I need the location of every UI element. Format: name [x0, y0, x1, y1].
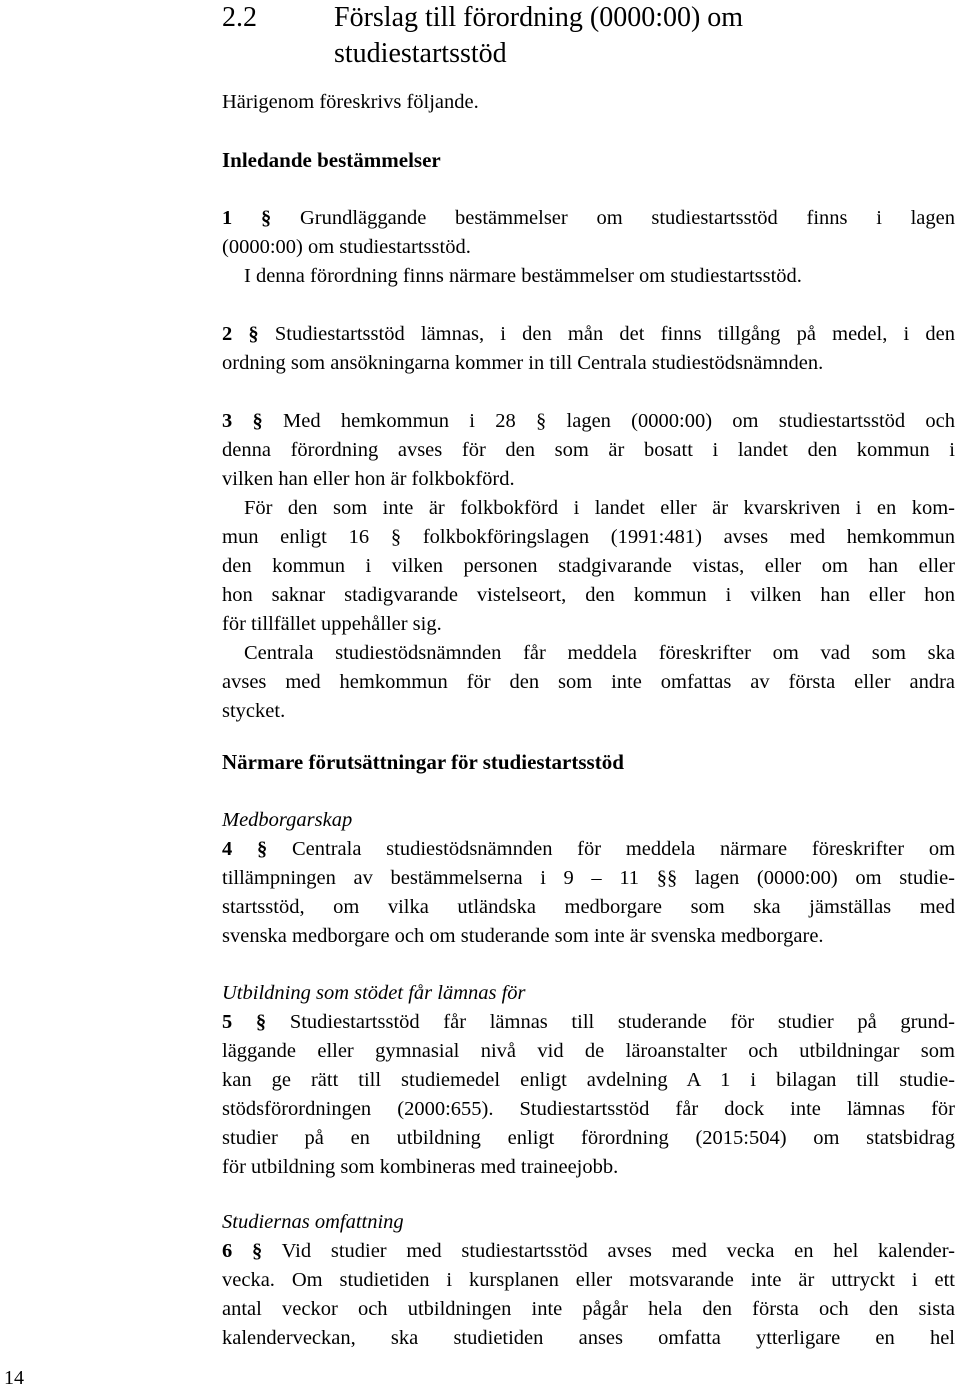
text-line: för tillfället uppehåller sig.	[222, 613, 442, 635]
text-line: vilken han eller hon är folkbokförd.	[222, 468, 515, 490]
text-line: svenska medborgare och om studerande som inte är svenska medborgare.	[222, 925, 824, 947]
paragraph-3-third	[222, 639, 955, 726]
paragraph-2	[222, 320, 955, 378]
heading-number: 2.2	[222, 2, 257, 33]
paragraph-3	[222, 407, 955, 494]
paragraph-3-second	[222, 494, 955, 639]
page-number: 14	[4, 1367, 24, 1389]
text-line: denna förordning avses för den som är bosatt i landet den kommun i	[222, 439, 955, 461]
paragraph-number: 3 §	[222, 410, 263, 432]
text-line: 1 § Grundläggande bestämmelser om studiestartsstöd finns i lagen	[222, 207, 956, 229]
text-line: (0000:00) om studiestartsstöd.	[222, 236, 471, 258]
text-line: ordning som ansökningarna kommer in till Centrala studiestödsnämnden.	[222, 352, 824, 374]
heading-title	[334, 0, 954, 72]
paragraph-1	[222, 204, 955, 262]
paragraph-number: 1 §	[222, 207, 272, 229]
paragraph-1-continued	[222, 262, 960, 291]
paragraph-number: 4 §	[222, 838, 268, 860]
text-line: stödsförordningen (2000:655). Studiestartsstöd får dock inte lämnas för	[222, 1098, 955, 1120]
subsection-title: Studiernas omfattning	[222, 1211, 404, 1233]
section-title: Närmare förutsättningar för studiestartsstöd	[222, 750, 624, 774]
subsection-title: Medborgarskap	[222, 809, 353, 831]
paragraph-number: 6 §	[222, 1240, 263, 1262]
subsection-title: Utbildning som stödet får lämnas för	[222, 982, 526, 1004]
text-line: startsstöd, om vilka utländska medborgare som ska jämställas med	[222, 896, 955, 918]
text-line: antal veckor och utbildningen inte pågår hela den första och den sista	[222, 1298, 955, 1320]
text-line: vecka. Om studietiden i kursplanen eller motsvarande inte är uttryckt i ett	[222, 1269, 955, 1291]
text-line: I denna förordning finns närmare bestämmelser om studiestartsstöd.	[244, 265, 802, 287]
text-line: 5 § Studiestartsstöd får lämnas till studerande för studier på grund-	[222, 1011, 955, 1033]
paragraph-4	[222, 835, 955, 951]
text-line: avses med hemkommun för den som inte omfattas av första eller andra	[222, 671, 955, 693]
paragraph-6	[222, 1237, 955, 1353]
text-line: tillämpningen av bestämmelserna i 9 – 11 §§ lagen (0000:00) om studie-	[222, 867, 955, 889]
text-line: mun enligt 16 § folkbokföringslagen (1991:481) avses med hemkommun	[222, 526, 955, 548]
text-line: För den som inte är folkbokförd i landet eller är kvarskriven i en kom-	[244, 497, 955, 519]
text-line: 2 § Studiestartsstöd lämnas, i den mån det finns tillgång på medel, i den	[222, 323, 956, 345]
section-title: Inledande bestämmelser	[222, 148, 441, 172]
paragraph-number: 2 §	[222, 323, 259, 345]
text-line: kalenderveckan, ska studietiden anses omfatta ytterligare en hel	[222, 1327, 955, 1349]
text-line: 3 § Med hemkommun i 28 § lagen (0000:00) om studiestartsstöd och	[222, 410, 956, 432]
text-line: den kommun i vilken personen stadgivarande vistas, eller om han eller	[222, 555, 955, 577]
intro-text: Härigenom föreskrivs följande.	[222, 91, 479, 113]
text-line: kan ge rätt till studiemedel enligt avdelning A 1 i bilagan till studie-	[222, 1069, 955, 1091]
text-line: 6 § Vid studier med studiestartsstöd avses med vecka en hel kalender-	[222, 1240, 955, 1262]
text-line: läggande eller gymnasial nivå vid de läroanstalter och utbildningar som	[222, 1040, 955, 1062]
heading-title-line: Förslag till förordning (0000:00) om	[334, 2, 744, 33]
text-line: Centrala studiestödsnämnden får meddela föreskrifter om vad som ska	[244, 642, 955, 664]
paragraph-5	[222, 1008, 955, 1182]
text-line: stycket.	[222, 700, 286, 722]
text-line: hon saknar stadigvarande vistelseort, den kommun i vilken han eller hon	[222, 584, 955, 606]
text-line: 4 § Centrala studiestödsnämnden för meddela närmare föreskrifter om	[222, 838, 956, 860]
text-line: för utbildning som kombineras med traineejobb.	[222, 1156, 619, 1178]
paragraph-number: 5 §	[222, 1011, 267, 1033]
heading-title-line: studiestartsstöd	[334, 38, 507, 69]
text-line: studier på en utbildning enligt förordning (2015:504) om statsbidrag	[222, 1127, 955, 1149]
